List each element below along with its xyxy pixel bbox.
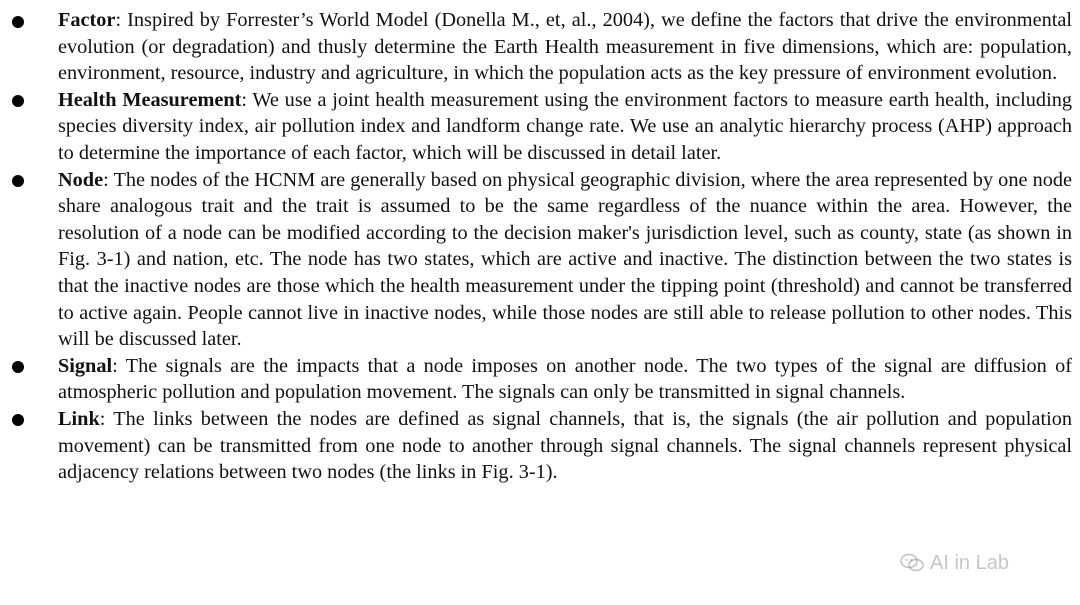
watermark bbox=[900, 550, 1009, 576]
definition-term: Health Measurement bbox=[58, 88, 242, 111]
definition-text: : Inspired by Forrester’s World Model (Donella M., et, al., 2004), we define the factors that drive the environmental evolution (or degradation) and thusly determine the Earth Health measurement in five dimensions, which are: population, environment, resource, industry and agriculture, in which the population acts as the key pressure of environment evolution. bbox=[58, 9, 1072, 85]
definition-term: Link bbox=[58, 407, 100, 430]
definition-term: Node bbox=[58, 168, 104, 191]
bullet-icon bbox=[12, 361, 24, 373]
bullet-icon bbox=[12, 414, 24, 426]
bullet-icon bbox=[12, 16, 24, 28]
definition-list bbox=[0, 7, 1080, 486]
definition-item-factor bbox=[0, 7, 1080, 87]
watermark-text: AI in Lab bbox=[930, 551, 1009, 574]
definition-text: : The links between the nodes are defined as signal channels, that is, the signals (the air pollution and population movement) can be transmitted from one node to another through signal channels. The signal channels represent physical adjacency relations between two nodes (the links in Fig. 3-1). bbox=[58, 407, 1072, 484]
wechat-icon bbox=[900, 553, 924, 573]
definition-text: : The signals are the impacts that a node imposes on another node. The two types of the signal are diffusion of atmospheric pollution and population movement. The signals can only be transmitted in signal channels. bbox=[58, 354, 1072, 404]
definition-item-link bbox=[0, 406, 1080, 486]
definition-item-signal bbox=[0, 353, 1080, 406]
definition-term: Factor bbox=[58, 9, 116, 31]
bullet-icon bbox=[12, 175, 24, 187]
definition-term: Signal bbox=[58, 354, 113, 377]
bullet-icon bbox=[12, 95, 24, 107]
definition-text: : The nodes of the HCNM are generally based on physical geographic division, where the area represented by one node share analogous trait and the trait is assumed to be the same regardless of the nuance within the area. However, the resolution of a node can be modified according to the decision maker's jurisdiction level, such as county, state (as shown in Fig. 3-1) and nation, etc. The node has two states, which are active and inactive. The distinction between the two states is that the inactive nodes are those which the health measurement under the tipping point (threshold) and cannot be transferred to active again. People cannot live in inactive nodes, while those nodes are still able to release pollution to other nodes. This will be discussed later. bbox=[58, 168, 1072, 351]
definition-item-health-measurement bbox=[0, 87, 1080, 167]
definition-item-node bbox=[0, 167, 1080, 353]
definition-text: : We use a joint health measurement using the environment factors to measure earth health, including species diversity index, air pollution index and landform change rate. We use an analytic hierarchy process (AHP) approach to determine the importance of each factor, which will be discussed in detail later. bbox=[58, 88, 1072, 164]
